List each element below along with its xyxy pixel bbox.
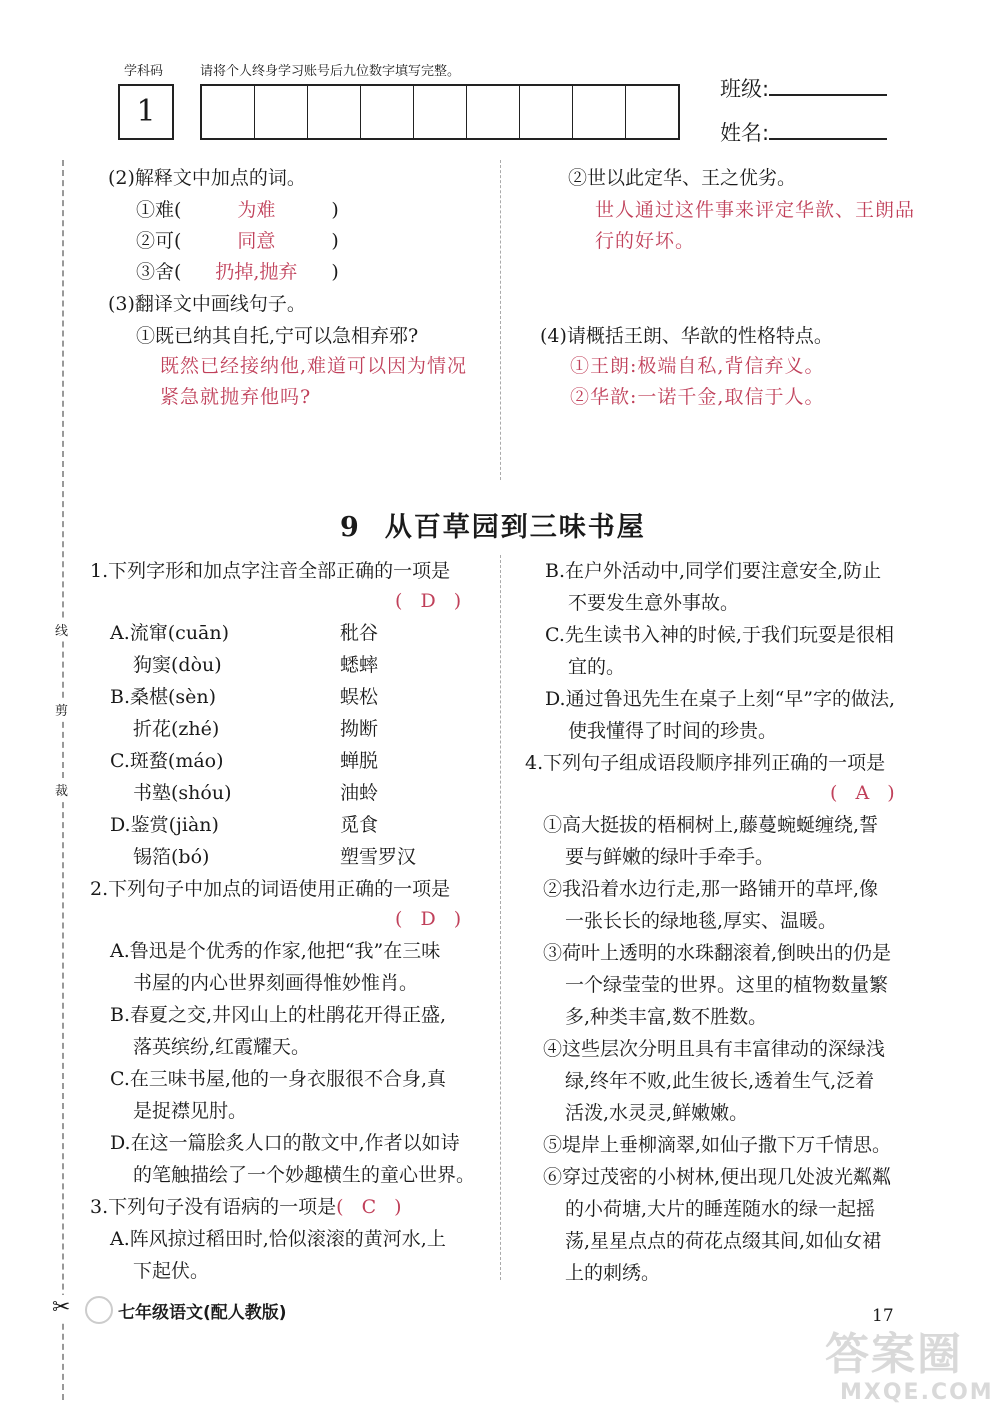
q4-line: ③荷叶上透明的水珠翻滚着,倒映出的仍是 [543, 942, 892, 964]
account-digit-box[interactable] [626, 86, 678, 138]
q2-answer: ( D ) [395, 908, 468, 930]
account-number-boxes[interactable] [200, 84, 680, 140]
prev-q4-answer-1: ①王朗:极端自私,背信弃义。 [570, 355, 825, 377]
prev-q2: (2)解释文中加点的词。 [108, 167, 306, 189]
q1-option-d1: D.鉴赏(jiàn) [110, 814, 219, 836]
q3-stem: 3.下列句子没有语病的一项是( C ) [90, 1196, 408, 1218]
column-divider-bottom [500, 555, 501, 1280]
q3-line: B.在户外活动中,同学们要注意安全,防止 [545, 560, 882, 582]
q4-line: 一个绿莹莹的世界。这里的植物数量繁 [565, 974, 889, 996]
q2-stem: 2.下列句子中加点的词语使用正确的一项是 [90, 878, 451, 900]
q3-line: 使我懂得了时间的珍贵。 [568, 720, 778, 742]
answer-text: 为难 [237, 199, 276, 221]
prev-q4-answer-2: ②华歆:一诺千金,取信于人。 [570, 386, 825, 408]
footer-book-title: 七年级语文(配人教版) [118, 1303, 287, 1323]
margin-line-label: 线 [55, 620, 68, 639]
q1-option-a2: 狗窦(dòu) [133, 654, 222, 676]
prev-q3-1: ①既已纳其自托,宁可以急相弃邪? [136, 325, 419, 347]
q4-line: ②我沿着水边行走,那一路铺开的草坪,像 [543, 878, 879, 900]
q3-line: D.通过鲁迅先生在桌子上刻“早”字的做法, [545, 688, 896, 710]
q1-option-a1-word: 秕谷 [340, 622, 379, 644]
account-digit-box[interactable] [573, 86, 626, 138]
q1-option-c2: 书塾(shóu) [133, 782, 232, 804]
lesson-title [340, 505, 646, 544]
q3-answer: ( C ) [336, 1196, 408, 1218]
q1-answer: ( D ) [395, 590, 468, 612]
q2-line: 落英缤纷,红霞耀天。 [133, 1036, 311, 1058]
watermark-url: MXQE.COM [840, 1380, 994, 1405]
q2-line: C.在三味书屋,他的一身衣服很不合身,真 [110, 1068, 446, 1090]
q3-line: 宜的。 [568, 656, 626, 678]
q4-stem: 4.下列句子组成语段顺序排列正确的一项是 [525, 752, 886, 774]
account-digit-box[interactable] [414, 86, 467, 138]
subject-code-label: 学科码 [124, 64, 164, 79]
q1-option-d2: 锡箔(bó) [133, 846, 210, 868]
prev-q3-1-answer-line-1: 既然已经接纳他,难道可以因为情况 [160, 355, 468, 377]
q1-option-d2-word: 塑雪罗汉 [340, 846, 417, 868]
q4-line: 荡,星星点点的荷花点缀其间,如仙女裙 [565, 1230, 882, 1252]
q1-option-b2: 折花(zhé) [133, 718, 220, 740]
q4-line: 要与鲜嫩的绿叶手牵手。 [565, 846, 775, 868]
account-digit-box[interactable] [467, 86, 520, 138]
q1-stem: 1.下列字形和加点字注音全部正确的一项是 [90, 560, 451, 582]
watermark-logo: 答案圈 [825, 1329, 963, 1380]
prev-q4: (4)请概括王朗、华歆的性格特点。 [540, 325, 833, 347]
account-digit-box[interactable] [255, 86, 308, 138]
footer-logo-icon [85, 1296, 113, 1324]
class-field[interactable] [720, 72, 887, 103]
class-label: 班级: [720, 77, 770, 101]
margin-tear-label: 裁 [55, 780, 68, 799]
q3-option-a-line-2: 下起伏。 [133, 1260, 210, 1282]
q4-line: 的小荷塘,大片的睡莲随水的绿一起摇 [565, 1198, 876, 1220]
q1-option-a2-word: 蟋蟀 [340, 654, 379, 676]
name-blank[interactable] [769, 116, 887, 140]
q1-option-a1: A.流窜(cuān) [110, 622, 230, 644]
q4-line: 活泼,水灵灵,鲜嫩嫩。 [565, 1102, 749, 1124]
q1-option-d1-word: 觅食 [340, 814, 379, 836]
class-blank[interactable] [769, 72, 887, 96]
account-hint: 请将个人终身学习账号后九位数字填写完整。 [200, 64, 461, 79]
q4-answer: ( A ) [830, 782, 901, 804]
name-label: 姓名: [720, 121, 770, 145]
q2-line: B.春夏之交,井冈山上的杜鹃花开得正盛, [110, 1004, 447, 1026]
q1-option-b1-word: 蜈松 [340, 686, 379, 708]
q1-option-c1: C.斑蝥(máo) [110, 750, 224, 772]
q4-line: 上的刺绣。 [565, 1262, 661, 1284]
prev-q3: (3)翻译文中画线句子。 [108, 293, 306, 315]
q3-option-a-line-1: A.阵风掠过稻田时,恰似滚滚的黄河水,上 [110, 1228, 446, 1250]
q2-line: A.鲁迅是个优秀的作家,他把“我”在三味 [110, 940, 441, 962]
q2-line: D.在这一篇脍炙人口的散文中,作者以如诗 [110, 1132, 460, 1154]
answer-text: 同意 [237, 230, 276, 252]
margin-cut-label: 剪 [55, 700, 68, 719]
prev-q2-item-2: ②可( 同意 ) [136, 225, 339, 257]
q1-option-c2-word: 油蛉 [340, 782, 379, 804]
q4-line: ①高大挺拔的梧桐树上,藤蔓蜿蜒缠绕,誓 [543, 814, 879, 836]
q4-line: 绿,终年不败,此生彼长,透着生气,泛着 [565, 1070, 875, 1092]
q2-line: 的笔触描绘了一个妙趣横生的童心世界。 [133, 1164, 476, 1186]
q2-line: 是捉襟见肘。 [133, 1100, 248, 1122]
account-digit-box[interactable] [520, 86, 573, 138]
q4-line: 一张长长的绿地毯,厚实、温暖。 [565, 910, 838, 932]
prev-q3-2-answer-line-2: 行的好坏。 [595, 230, 696, 252]
q2-line: 书屋的内心世界刻画得惟妙惟肖。 [133, 972, 419, 994]
q3-line: 不要发生意外事故。 [568, 592, 740, 614]
lesson-name: 从百草园到三味书屋 [384, 512, 646, 543]
lesson-number: 9 [340, 512, 361, 543]
name-field[interactable] [720, 116, 887, 147]
q3-line: C.先生读书入神的时候,于我们玩耍是很相 [545, 624, 894, 646]
q4-line: ④这些层次分明且具有丰富律动的深绿浅 [543, 1038, 886, 1060]
prev-q2-item-3: ③舍( 扔掉,抛弃 ) [136, 256, 339, 288]
scissors-icon: ✂ [52, 1295, 71, 1320]
q4-line: ⑥穿过茂密的小树林,便出现几处波光粼粼 [543, 1166, 892, 1188]
account-digit-box[interactable] [308, 86, 361, 138]
q4-line: 多,种类丰富,数不胜数。 [565, 1006, 768, 1028]
q4-line: ⑤堤岸上垂柳滴翠,如仙子撒下万千情思。 [543, 1134, 892, 1156]
prev-q3-1-answer-line-2: 紧急就抛弃他吗? [160, 386, 312, 408]
answer-text: 扔掉,抛弃 [215, 261, 298, 283]
prev-q3-2-answer-line-1: 世人通过这件事来评定华歆、王朗品 [595, 199, 916, 221]
prev-q2-item-1: ①难( 为难 ) [136, 194, 339, 226]
q1-option-b1: B.桑椹(sèn) [110, 686, 217, 708]
q1-option-c1-word: 蝉脱 [340, 750, 379, 772]
prev-q3-2: ②世以此定华、王之优劣。 [568, 167, 797, 189]
q1-option-b2-word: 拗断 [340, 718, 379, 740]
subject-code-box: 1 [118, 84, 174, 140]
column-divider-top [500, 160, 501, 480]
account-digit-box[interactable] [202, 86, 255, 138]
account-digit-box[interactable] [361, 86, 414, 138]
page-number: 17 [872, 1306, 894, 1326]
